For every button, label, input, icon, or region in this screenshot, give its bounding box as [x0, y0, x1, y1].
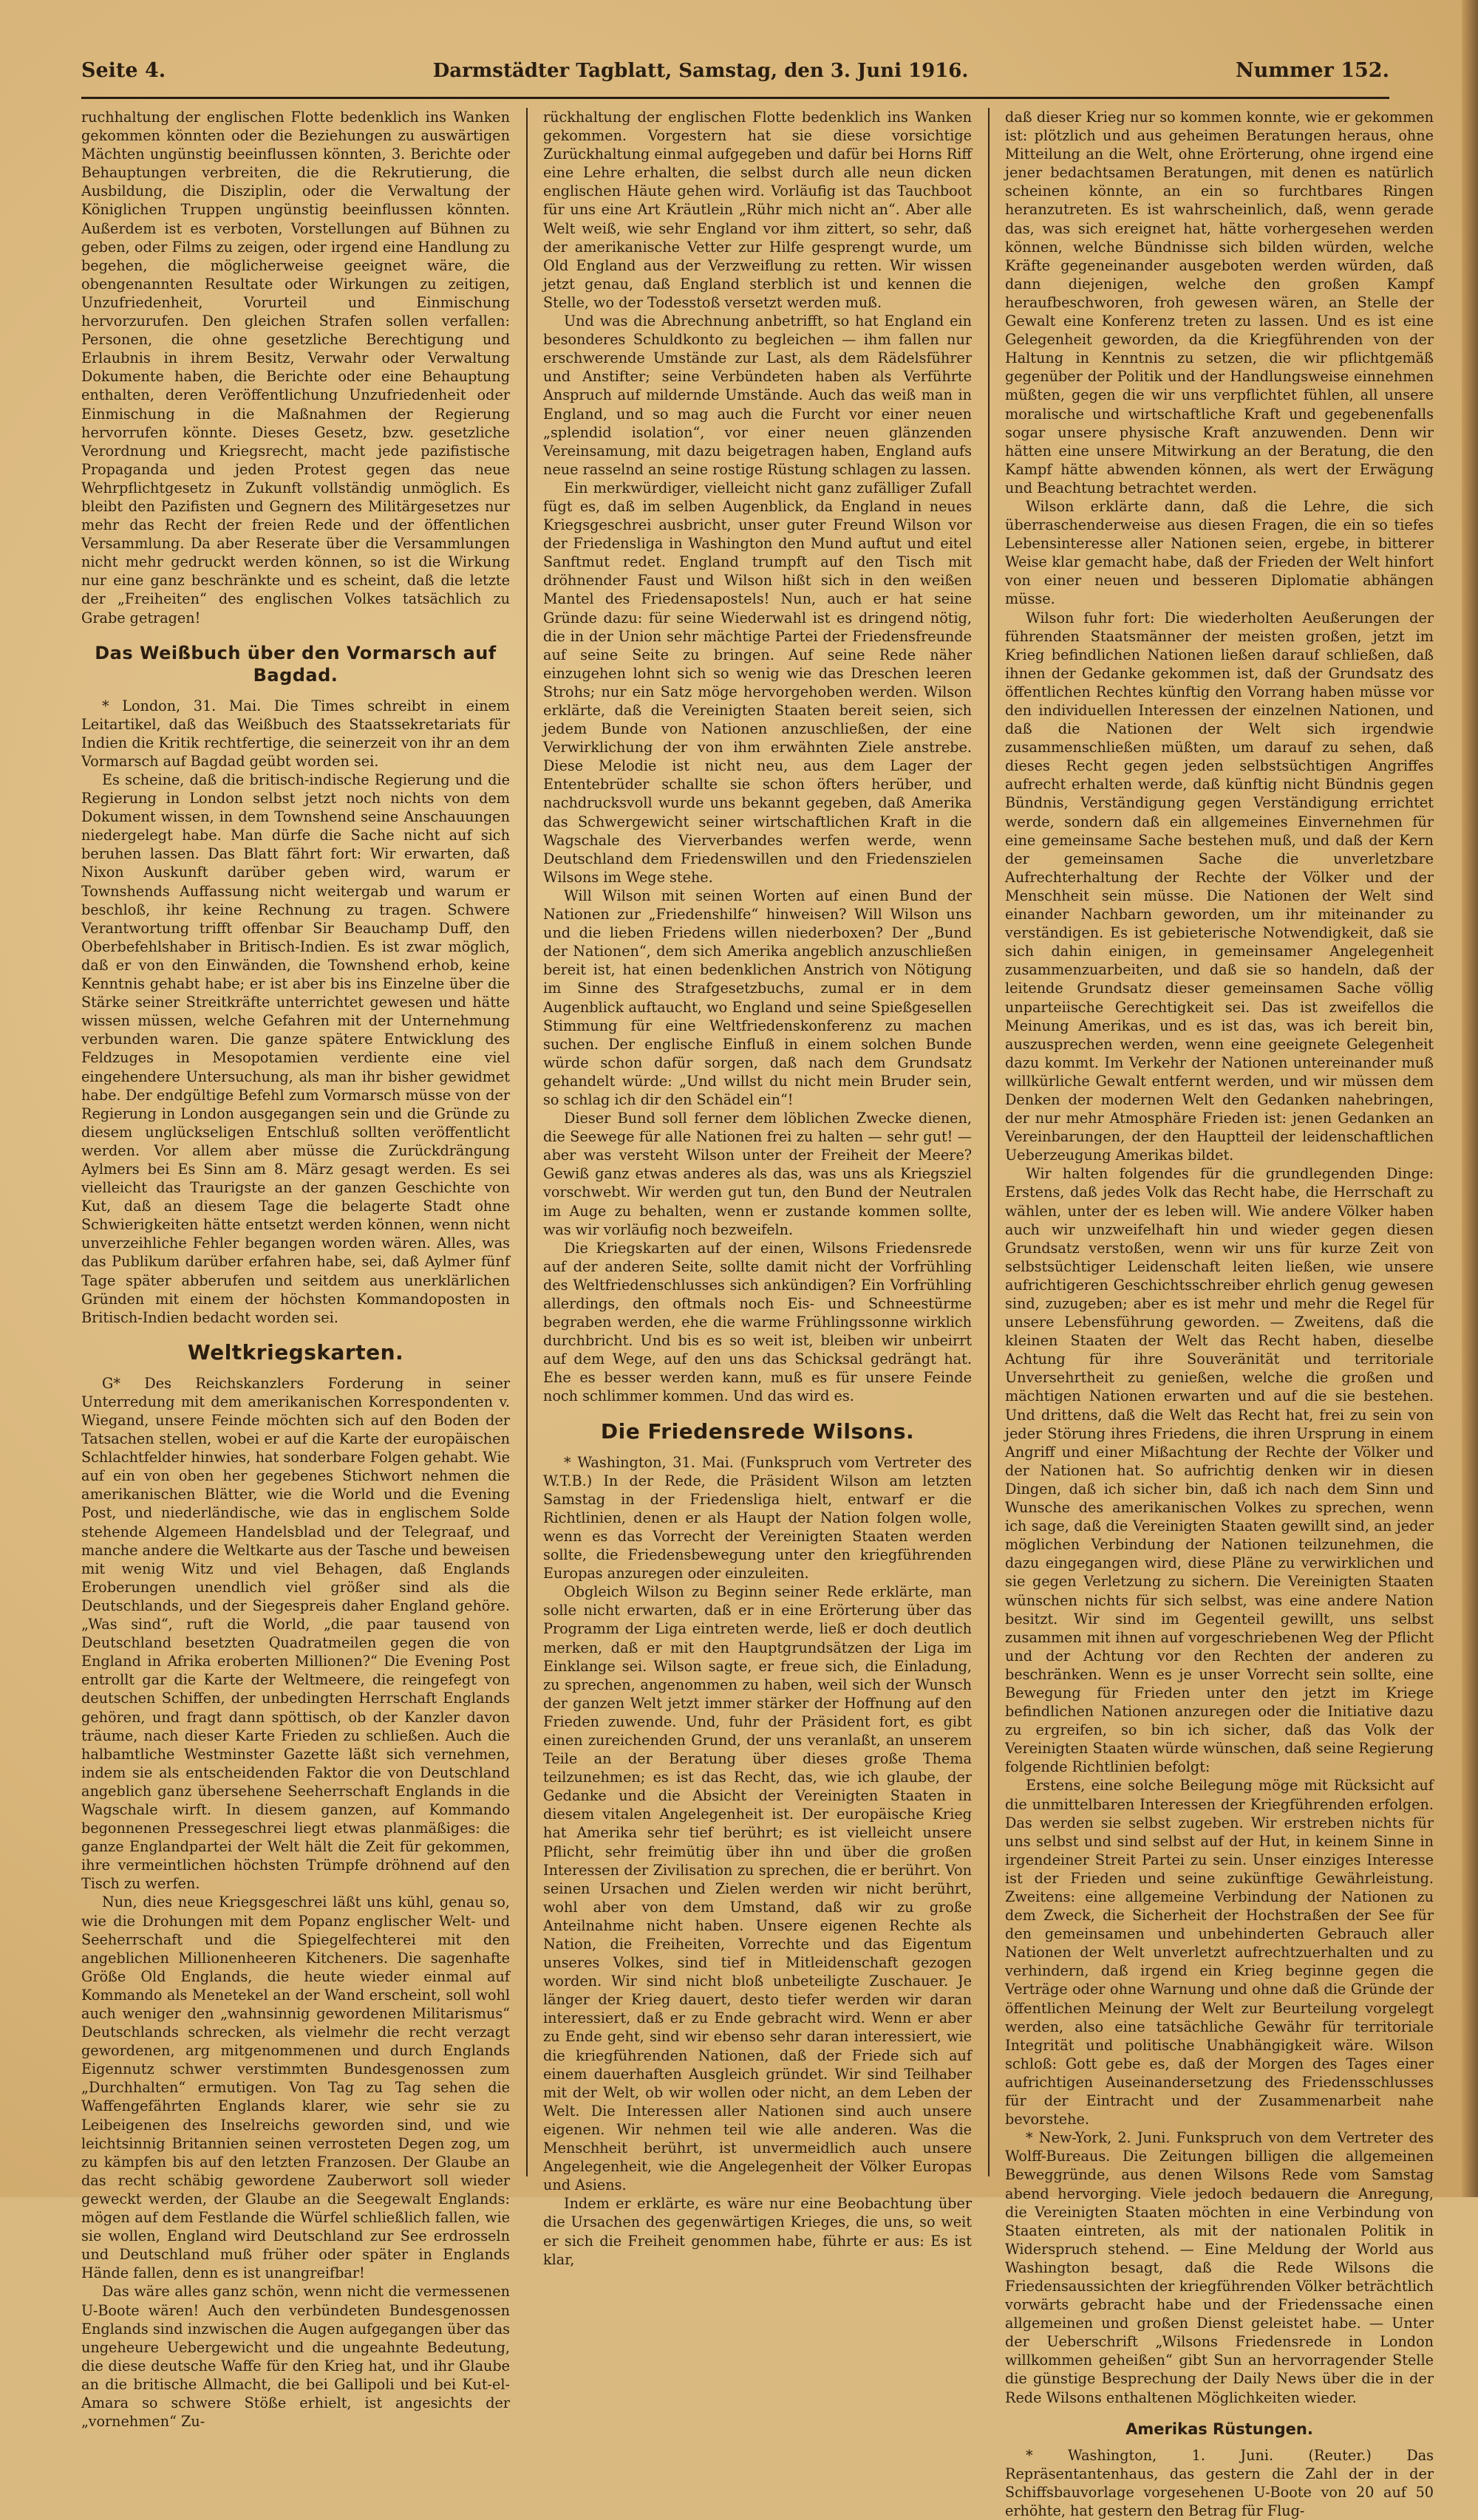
article-text: Wilson fuhr fort: Die wiederholten Aeußerungen der führenden Staatsmänner der meisten großen, jetzt im Krieg befindlichen Nationen ließen darauf schließen, daß ihnen der Gedanke gekommen ist, daß der Grundsatz des öffentlichen Rechtes künftig den Vorrang haben müsse vor den individuellen Interessen der einzelnen Nationen, und daß die Nationen der Welt sich irgendwie zusammenschließen müßten, um darauf zu sehen, daß dieses Recht gegen jeden selbstsüchtigen Angriffes aufrecht erhalten werde, daß künftig nicht Bündnis gegen Bündnis, Verständigung gegen Verständigung errichtet werde, sondern daß ein allgemeines Einvernehmen für eine gemeinsame Sache bestehen muß, und daß der Kern der gemeinsamen Sache die unverletzbare Aufrechterhaltung der Rechte der Völker und der Menschheit sein müsse. Die Nationen der Welt sind einander Nachbarn geworden, um ihr miteinander zu verständigen. Es ist gebieterische Notwendigkeit, daß sie sich dahin einigen, in gemeinsamer Angelegenheit zusammenzuarbeiten, und daß sie so handeln, daß der leitende Grundsatz dieser gemeinsamen Sache völlig unparteiische Gerechtigkeit sei. Das ist zweifellos die Meinung Amerikas, und es ist das, was ich bereit bin, auszusprechen werden, wenn eine geeignete Gelegenheit dazu kommt. Im Verkehr der Nationen untereinander muß willkürliche Gewalt entfernt werden, und wir müssen dem Denken der modernen Welt den Gedanken nahebringen, der nur mehr Atmosphäre Frieden ist: jenen Gedanken an Vereinbarungen, der den Hauptteil der leidenschaftlichen Ueberzeugung Amerikas bildet. — [1005, 609, 1434, 1164]
column-separator — [988, 108, 990, 2176]
article-text: * Washington, 31. Mai. (Funkspruch vom Vertreter des W.T.B.) In der Rede, die Präsident Wilson am letzten Samstag in der Friedensliga hielt, entwarf er die Richtlinien, denen er als Haupt der Nation folgen wolle, wenn es das Vorrecht der Vereinigten Staaten werden sollte, die Friedensbewegung unter den kriegführenden Europas anzuregen oder einzuleiten. — [543, 1453, 972, 1582]
paper-date-line: Darmstädter Tagblatt, Samstag, den 3. Juni 1916. — [432, 60, 969, 82]
article-text: Obgleich Wilson zu Beginn seiner Rede erklärte, man solle nicht erwarten, daß er in eine Erörterung über das Programm der Liga eintreten werde, ließ er doch deutlich merken, daß er mit den Hauptgrundsätzen der Liga im Einklange sei. Wilson sagte, er freue sich, die Einladung, zu sprechen, angenommen zu haben, weil sich der Wunsch der ganzen Welt jetzt immer stärker der Hoffnung auf den Frieden zuwende. Und, fuhr der Präsident fort, es gibt einen zureichenden Grund, der uns veranlaßt, an unserem Teile an der Beratung über dieses große Thema teilzunehmen; es ist das Recht, das, wie ich glaube, der Gedanke und die Absicht der Vereinigten Staaten in diesem vitalen Angelegenheit ist. Der europäische Krieg hat Amerika sehr tief berührt; es ist vielleicht unsere Pflicht, sehr freimütig über ihn und über die großen Interessen der Zivilisation zu sprechen, die er berührt. Von seinen Ursachen und Zielen werden wir nicht berührt, wohl aber von dem Umstand, daß wir zu große Anteilnahme nicht haben. Unsere eigenen Rechte als Nation, die Freiheiten, Vorrechte und das Eigentum unseres Volkes, sind tief in Mitleidenschaft gezogen worden. Wir sind nicht bloß unbeteiligte Zuschauer. Je länger der Krieg dauert, desto tiefer werden wir daran interessiert, daß er zu Ende gebracht wird. Wenn er aber zu Ende geht, sind wir ebenso sehr daran interessiert, wie die kriegführenden Nationen, daß der Friede sich auf einem dauerhaften Ausgleich gründet. Wir sind Teilhaber mit der Welt, ob wir wollen oder nicht, an dem Leben der Welt. Die Interessen aller Nationen sind auch unsere eigenen. Wir nehmen teil wie alle anderen. Was die Menschheit berührt, ist unvermeidlich auch unsere Angelegenheit, wie die Angelegenheit der Völker Europas und Asiens. — [543, 1583, 972, 2194]
article-text: G* Des Reichskanzlers Forderung in seiner Unterredung mit dem amerikanischen Korrespondenten v. Wiegand, unsere Feinde möchten sich auf den Boden der Tatsachen stellen, wobei er auf die Karte der europäischen Schlachtfelder hinwies, hat sonderbare Folgen gehabt. Wie auf ein von oben her gegebenes Stichwort nehmen die amerikanischen Blätter, wie die World und die Evening Post, und niederländische, wie das in englischem Solde stehende Algemeen Handelsblad und der Telegraaf, und manche andere die Weltkarte aus der Tasche und beweisen mit wenig Witz und viel Behagen, daß Englands Eroberungen unendlich viel größer sind als die Deutschlands, und der Siegespreis daher England gehöre. „Was sind“, ruft die World, „die paar tausend von Deutschland besetzten Quadratmeilen gegen die von England in Afrika eroberten Millionen?“ Die Evening Post entrollt gar die Karte der Weltmeere, die reingefegt von deutschen Schiffen, der unbedingten Herrschaft Englands gehören, und fragt dann spöttisch, ob der Kanzler davon träume, nach dieser Karte Frieden zu schließen. Auch die halbamtliche Westminster Gazette läßt sich vernehmen, indem sie als entscheidenden Faktor die von Deutschland angeblich ganz übersehene Seeherrschaft Englands in die Wagschale wirft. In diesem ganzen, auf Kommando begonnenen Pressegeschrei liegt etwas planmäßiges: die ganze Englandpartei der Welt hält die Zeit für gekommen, ihre vermeintlichen höchsten Trümpfe dröhnend auf den Tisch zu werfen. — [81, 1374, 510, 1893]
page-header — [81, 59, 1389, 96]
article-text: * New-York, 2. Juni. Funkspruch von dem Vertreter des Wolff-Bureaus. Die Zeitungen billigen die allgemeinen Beweggründe, aus denen Wilsons Rede vom Samstag abend hervorging. Viele jedoch bedauern die Anregung, die Vereinigten Staaten möchten in eine Verbindung von Staaten eintreten, als mit der nationalen Politik in Widerspruch stehend. — Eine Meldung der World aus Washington besagt, daß die Rede Wilsons die Friedensaussichten der kriegführenden Völker beträchtlich vorwärts gebracht habe und der Friedenssache einen allgemeinen und großen Dienst geleistet habe. — Unter der Ueberschrift „Wilsons Friedensrede in London willkommen geheißen“ gibt Sun an hervorragender Stelle die günstige Besprechung der Daily News über die in der Rede Wilsons enthaltenen Möglichkeiten wieder. — [1005, 2129, 1434, 2406]
article-text: Ein merkwürdiger, vielleicht nicht ganz zufälliger Zufall fügt es, daß im selben Augenblick, da England in neues Kriegsgeschrei ausbricht, unser guter Freund Wilson vor der Friedensliga in Washington den Mund auftut und eitel Sanftmut redet. England trumpft auf den Tisch mit dröhnender Faust und Wilson hißt sich in den weißen Mantel des Friedensapostels! Nun, auch er hat seine Gründe dazu: für seine Wiederwahl ist es dringend nötig, die in der Union sehr mächtige Partei der Friedensfreunde auf seine Seite zu bringen. Auf seine Rede näher einzugehen lohnt sich so wenig wie das Dreschen leeren Strohs; nur ein Satz möge hervorgehoben werden. Wilson erklärte, daß die Vereinigten Staaten bereit seien, sich jedem Bunde von Nationen anzuschließen, der eine Verwirklichung der von ihm erwähnten Ziele anstrebe. Diese Melodie ist nicht neu, aus dem Lager der Ententebrüder schallte sie schon öfters herüber, und nachdrucksvoll wurde uns bekannt gegeben, daß Amerika das Schwergewicht seiner wirtschaftlichen Kraft in die Wagschale des Vierverbandes werfen werde, wenn Deutschland dem Friedenswillen und den Friedenszielen Wilsons im Wege stehe. — [543, 479, 972, 886]
headline-ruestungen: Amerikas Rüstungen. — [1125, 2420, 1313, 2438]
page-edge — [1462, 0, 1478, 2197]
headline-weissbuch: Das Weißbuch über den Vormarsch auf Bagdad. — [95, 642, 497, 686]
article-text: rückhaltung der englischen Flotte bedenklich ins Wanken gekommen. Vorgestern hat sie diese vorsichtige Zurückhaltung einmal aufgegeben und dafür bei Horns Riff eine Lehre erhalten, die selbst durch alle neun dicken englischen Häute gehen wird. Vorläufig ist das Tauchboot für uns eine Art Kräutlein „Rühr mich nicht an“. Aber alle Welt weiß, wie sehr England vor ihm zittert, so sehr, daß der amerikanische Vetter zur Hilfe gesprengt wurde, um Old England aus der Verzweiflung zu retten. Wir wissen jetzt genau, daß England sterblich ist und kennen die Stelle, wo der Todesstoß versetzt werden muß. — [543, 109, 972, 311]
article-text: Will Wilson mit seinen Worten auf einen Bund der Nationen zur „Friedenshilfe“ hinweisen? Will Wilson uns und die lieben Friedens willen niederboxen? Der „Bund der Nationen“, dem sich Amerika angeblich anzuschließen bereit ist, hat einen bedenklichen Anstrich von Nötigung im Sinne des Strafgesetzbuchs, zumal er in dem Augenblick auftaucht, wo England und seine Spießgesellen Stimmung für eine Weltfriedenskonferenz zu machen suchen. Der englische Einfluß in einem solchen Bunde würde schon dafür sorgen, daß nach dem Grundsatz gehandelt würde: „Und willst du nicht mein Bruder sein, so schlag ich dir den Schädel ein“! — [543, 887, 972, 1108]
column-1 — [81, 108, 510, 2431]
article-text: * Washington, 1. Juni. (Reuter.) Das Repräsentantenhaus, das gestern die Zahl der in der Schiffsbauvorlage vorgesehenen U-Boote von 20 auf 50 erhöhte, hat gestern den Betrag für Flug- — [1005, 2446, 1434, 2519]
page-number: Seite 4. — [81, 59, 166, 82]
article-text: Wir halten folgendes für die grundlegenden Dinge: Erstens, daß jedes Volk das Recht habe, die Herrschaft zu wählen, unter der es leben will. Wie andere Völker haben auch wir unzweifelhaft hin und wieder gegen diesen Grundsatz verstoßen, wenn wir uns für kurze Zeit von selbstsüchtiger Leidenschaft leiten ließen, wie unsere aufrichtigeren Geschichtsschreiber ehrlich genug gewesen sind, zuzugeben; aber es ist mehr und mehr die Regel für unsere Lebensführung geworden. — Zweitens, daß die kleinen Staaten der Welt das Recht haben, dieselbe Achtung für ihre Souveränität und territoriale Unversehrtheit zu genießen, welche die großen und mächtigen Nationen erwarten und auf die sie bestehen. Und drittens, daß die Welt das Recht hat, frei zu sein von jeder Störung ihres Friedens, die ihren Ursprung in einem Angriff und einer Mißachtung der Rechte der Völker und der Nationen hat. So aufrichtig denken wir in diesen Dingen, daß ich sicher bin, daß ich nach dem Sinn und Wunsche des amerikanischen Volkes zu sprechen, wenn ich sage, daß die Vereinigten Staaten gewillt sind, an jeder möglichen Verbindung der Nationen teilzunehmen, die dazu eingegangen wird, diese Pläne zu verwirklichen und sie gegen Verletzung zu sichern. Die Vereinigten Staaten wünschen nichts für sich selbst, was eine andere Nation besitzt. Wir sind im Gegenteil gewillt, uns selbst zusammen mit ihnen auf vorgeschriebenen Weg der Pflicht und der Achtung vor den Rechten der anderen zu beschränken. Wenn es je unser Vorrecht sein sollte, eine Bewegung für Frieden unter den jetzt im Kriege befindlichen Nationen anzuregen oder die Initiative dazu zu ergreifen, so bin ich sicher, daß das Volk der Vereinigten Staaten würde wünschen, daß seine Regierung folgende Richtlinien befolgt: — [1005, 1165, 1434, 1776]
issue-number: Nummer 152. — [1235, 59, 1389, 82]
article-text: Wilson erklärte dann, daß die Lehre, die sich überraschenderweise aus diesen Fragen, die ein so tiefes Lebensinteresse aller Nationen seien, ergebe, in bitterer Weise klar gemacht habe, daß der Frieden der Welt hinfort von einer neuen und besseren Diplomatie abhängen müsse. — [1005, 497, 1434, 608]
article-text: Dieser Bund soll ferner dem löblichen Zwecke dienen, die Seewege für alle Nationen frei zu halten — sehr gut! — aber was versteht Wilson unter der Freiheit der Meere? Gewiß ganz etwas anderes als das, was uns als Kriegsziel vorschwebt. Wir werden gut tun, den Bund der Neutralen im Auge zu behalten, wenn er zustande kommen sollte, was wir vorläufig noch bezweifeln. — [543, 1110, 972, 1238]
article-text: daß dieser Krieg nur so kommen konnte, wie er gekommen ist: plötzlich und aus geheimen Beratungen heraus, ohne Mitteilung an die Welt, ohne Erörterung, ohne irgend eine jener bedachtsamen Beratungen, mit denen es natürlich scheinen könnte, an ein so furchtbares Ringen heranzutreten. Es ist wahrscheinlich, daß, wenn gerade das, was sich ereignet hat, hätte vorhergesehen werden können, welche Bündnisse sich bilden würden, welche Kräfte gegeneinander ausgeboten werden würden, daß dann diejenigen, welche den großen Kampf heraufbeschworen, froh gewesen wären, an Stelle der Gewalt eine Konferenz treten zu lassen. Und es ist eine Gelegenheit geworden, da die Kriegführenden von der Haltung in Kenntnis zu setzen, die wir pflichtgemäß gegenüber der Politik und der Handlungsweise einnehmen müßten, gegen die wir uns verpflichtet fühlen, all unsere moralische und wirtschaftliche Kraft und gegebenenfalls sogar unsere physische Kraft anzuwenden. Denn wir hätten eine unsere Mitwirkung an der Beratung, die den Kampf hätte abwenden können, als wert der Erwägung und Beachtung betrachtet werden. — [1005, 109, 1434, 496]
headline-weltkriegskarten: Weltkriegskarten. — [187, 1339, 404, 1365]
article-text: Indem er erklärte, es wäre nur eine Beobachtung über die Ursachen des gegenwärtigen Krieges, die uns, so weit er sich die Freiheit genommen habe, führte er aus: Es ist klar, — [543, 2195, 972, 2268]
article-text: Die Kriegskarten auf der einen, Wilsons Friedensrede auf der anderen Seite, sollte damit nicht der Vorfrühling des Weltfriedenschlusses sich ankündigen? Ein Vorfrühling allerdings, den oftmals noch Eis- und Schneestürme begraben werden, ehe die warme Frühlingssonne wirklich durchbricht. Und bis es so weit ist, bleiben wir unbeirrt auf dem Wege, auf den uns das Schicksal gedrängt hat. Ehe es besser werden kann, muß es für unsere Feinde noch schlimmer kommen. Und das wird es. — [543, 1239, 972, 1405]
article-text: ruchhaltung der englischen Flotte bedenklich ins Wanken gekommen könnten oder die Beziehungen zu auswärtigen Mächten ungünstig beeinflussen könnten, 3. Berichte oder Behauptungen verbreiten, die die Rekrutierung, die Ausbildung, die Disziplin, oder die Verwaltung der Königlichen Truppen ungünstig beeinflussen könnten. Außerdem ist es verboten, Vorstellungen auf Bühnen zu geben, oder Films zu zeigen, oder irgend eine Handlung zu begehen, die möglicherweise geeignet wäre, die obengenannten Resultate oder Wirkungen zu zeitigen, Unzufriedenheit, Vorurteil und Einmischung hervorzurufen. Den gleichen Strafen sollen verfallen: Personen, die ohne gesetzliche Berechtigung und Erlaubnis in ihrem Besitz, Verwahr oder Verwaltung Dokumente haben, die Berichte oder eine Behauptung enthalten, deren Veröffentlichung Unzufriedenheit oder Einmischung in die Maßnahmen der Regierung hervorrufen könnte. Dieses Gesetz, bzw. gesetzliche Verordnung und Kriegsrecht, macht jede pazifistische Propaganda und jeden Protest gegen das neue Wehrpflichtgesetz in Zukunft vollständig unmöglich. Es bleibt den Pazifisten und Gegnern des Militärgesetzes nur mehr das Recht der freien Rede und der öffentlichen Versammlung. Da aber Reserate über die Versammlungen nicht mehr gedruckt werden können, so ist die Wirkung nur eine ganz beschränkte und es scheint, daß die letzte der „Freiheiten“ des englischen Volkes tatsächlich zu Grabe getragen! — [81, 109, 510, 626]
headline-friedensrede: Die Friedensrede Wilsons. — [600, 1418, 915, 1444]
article-text: Das wäre alles ganz schön, wenn nicht die vermessenen U-Boote wären! Auch den verbündeten Bundesgenossen Englands sind inzwischen die Augen aufgegangen über das ungeheure Uebergewicht und die ungeahnte Bedeutung, die diese deutsche Waffe für den Krieg hat, und ihr Glaube an die britische Allmacht, die bei Gallipoli und bei Kut-el-Amara so schwere Stöße erhielt, ist angesichts der „vornehmen“ Zu- — [81, 2283, 510, 2431]
article-text: Und was die Abrechnung anbetrifft, so hat England ein besonderes Schuldkonto zu begleichen — ihm fallen nur erschwerende Umstände zur Last, als dem Rädelsführer und Anstifter; seine Verbündeten haben als Verführte Anspruch auf mildernde Umstände. Auch das weiß man in England, und so mag auch die Furcht vor einer neuen „splendid isolation“, vor einer neuen glänzenden Vereinsamung, mit dazu beigetragen haben, England aufs neue rasselnd an seine rostige Rüstung schlagen zu lassen. — [543, 313, 972, 478]
column-separator — [526, 108, 528, 2176]
header-rule — [81, 97, 1389, 99]
article-text: Erstens, eine solche Beilegung möge mit Rücksicht auf die unmittelbaren Interessen der Kriegführenden erfolgen. Das werden sie selbst zugeben. Wir erstreben nichts für uns selbst und sind selbst auf der Hut, in keinem Sinne in irgendeiner Streit Partei zu sein. Unser einziges Interesse ist der Frieden und seine zukünftige Gewährleistung. Zweitens: eine allgemeine Verbindung der Nationen zu dem Zweck, die Sicherheit der Hochstraßen der See für den gemeinsamen und unbehinderten Gebrauch aller Nationen der Welt unverletzt aufrechtzuerhalten und zu verhindern, daß irgend ein Krieg beginne gegen die Verträge oder ohne Warnung und ohne daß die Gründe der öffentlichen Meinung der Welt zur Beurteilung vorgelegt werden, also eine tatsächliche Gewähr für territoriale Integrität und politische Unabhängigkeit wäre. Wilson schloß: Gott gebe es, daß der Morgen des Tages einer aufrichtigen Auseinandersetzung des Friedensschlusses für der Eintracht und der Zusammenarbeit nahe bevorstehe. — [1005, 1777, 1434, 2128]
article-text: * London, 31. Mai. Die Times schreibt in einem Leitartikel, daß das Weißbuch des Staatssekretariats für Indien die Kritik rechtfertige, die seinerzeit von ihr an dem Vormarsch auf Bagdad geübt worden sei. — [81, 697, 510, 770]
article-text: Nun, dies neue Kriegsgeschrei läßt uns kühl, genau so, wie die Drohungen mit dem Popanz englischer Welt- und Seeherrschaft und die Spiegelfechterei mit den angeblichen Millionenheeren Kitcheners. Die sagenhafte Größe Old Englands, die heute wieder einmal auf Kommando als Menetekel an der Wand erscheint, soll wohl auch weniger den „wahnsinnig gewordenen Militarismus“ Deutschlands schrecken, als vielmehr die recht verzagt gewordenen, arg mitgenommenen und durch Englands Eigennutz schwer verstimmten Bundesgenossen zum „Durchhalten“ ermutigen. Von Tag zu Tag sehen die Waffengefährten Englands klarer, wie sehr sie zu Leibeigenen des Inselreichs geworden sind, und wie leichtsinnig Britannien seinen verrosteten Degen zog, um zu kämpfen bis auf den letzten Franzosen. Der Glaube an das recht schäbig gewordene Zauberwort soll wieder geweckt werden, der Glaube an die Seegewalt Englands: mögen auf dem Festlande die Würfel schließlich fallen, wie sie wollen, England wird Deutschland zur See erdrosseln und Deutschland muß früher oder später in Englands Hände fallen, denn es ist unangreifbar! — [81, 1894, 510, 2282]
article-text: Es scheine, daß die britisch-indische Regierung und die Regierung in London selbst jetzt noch nichts von dem Dokument wissen, in dem Townshend seine Anschauungen niedergelegt habe. Man dürfe die Sache nicht auf sich beruhen lassen. Das Blatt fährt fort: Wir erwarten, daß Nixon Auskunft darüber geben wird, warum er Townshends Auffassung nicht weitergab und warum er beschloß, ihr keine Rechnung zu tragen. Schwere Verantwortung trifft offenbar Sir Beauchamp Duff, den Oberbefehlshaber in Britisch-Indien. Es ist zwar möglich, daß er von den Einwänden, die Townshend erhob, keine Kenntnis gehabt habe; er ist aber bis ins Einzelne über die Stärke seiner Streitkräfte unterrichtet gewesen und hätte wissen müssen, welche Gefahren mit der Unternehmung verbunden waren. Die ganze spätere Entwicklung des Feldzuges in Mesopotamien verdiente eine viel eingehendere Untersuchung, als man ihr bisher gewidmet habe. Der endgültige Befehl zum Vormarsch müsse von der Regierung in London ausgegangen sein und die Gründe zu diesem unglückseligen Entschluß sollten veröffentlicht werden. Vor allem aber müsse die Zurückdrängung Aylmers bei Es Sinn am 8. März gesagt werden. Es sei vielleicht das Traurigste an der ganzen Geschichte von Kut, daß an diesem Tage die belagerte Stadt ohne Schwierigkeiten hätte entsetzt werden können, wenn nicht unverzeihliche Fehler begangen worden wären. Alles, was das Publikum darüber erfahren habe, sei, daß Aylmer fünf Tage später abberufen und seitdem aus unerklärlichen Gründen mit einem der höchsten Kommandoposten in Britisch-Indien bedacht worden sei. — [81, 771, 510, 1326]
column-2 — [543, 108, 972, 2268]
column-3 — [1005, 108, 1434, 2519]
